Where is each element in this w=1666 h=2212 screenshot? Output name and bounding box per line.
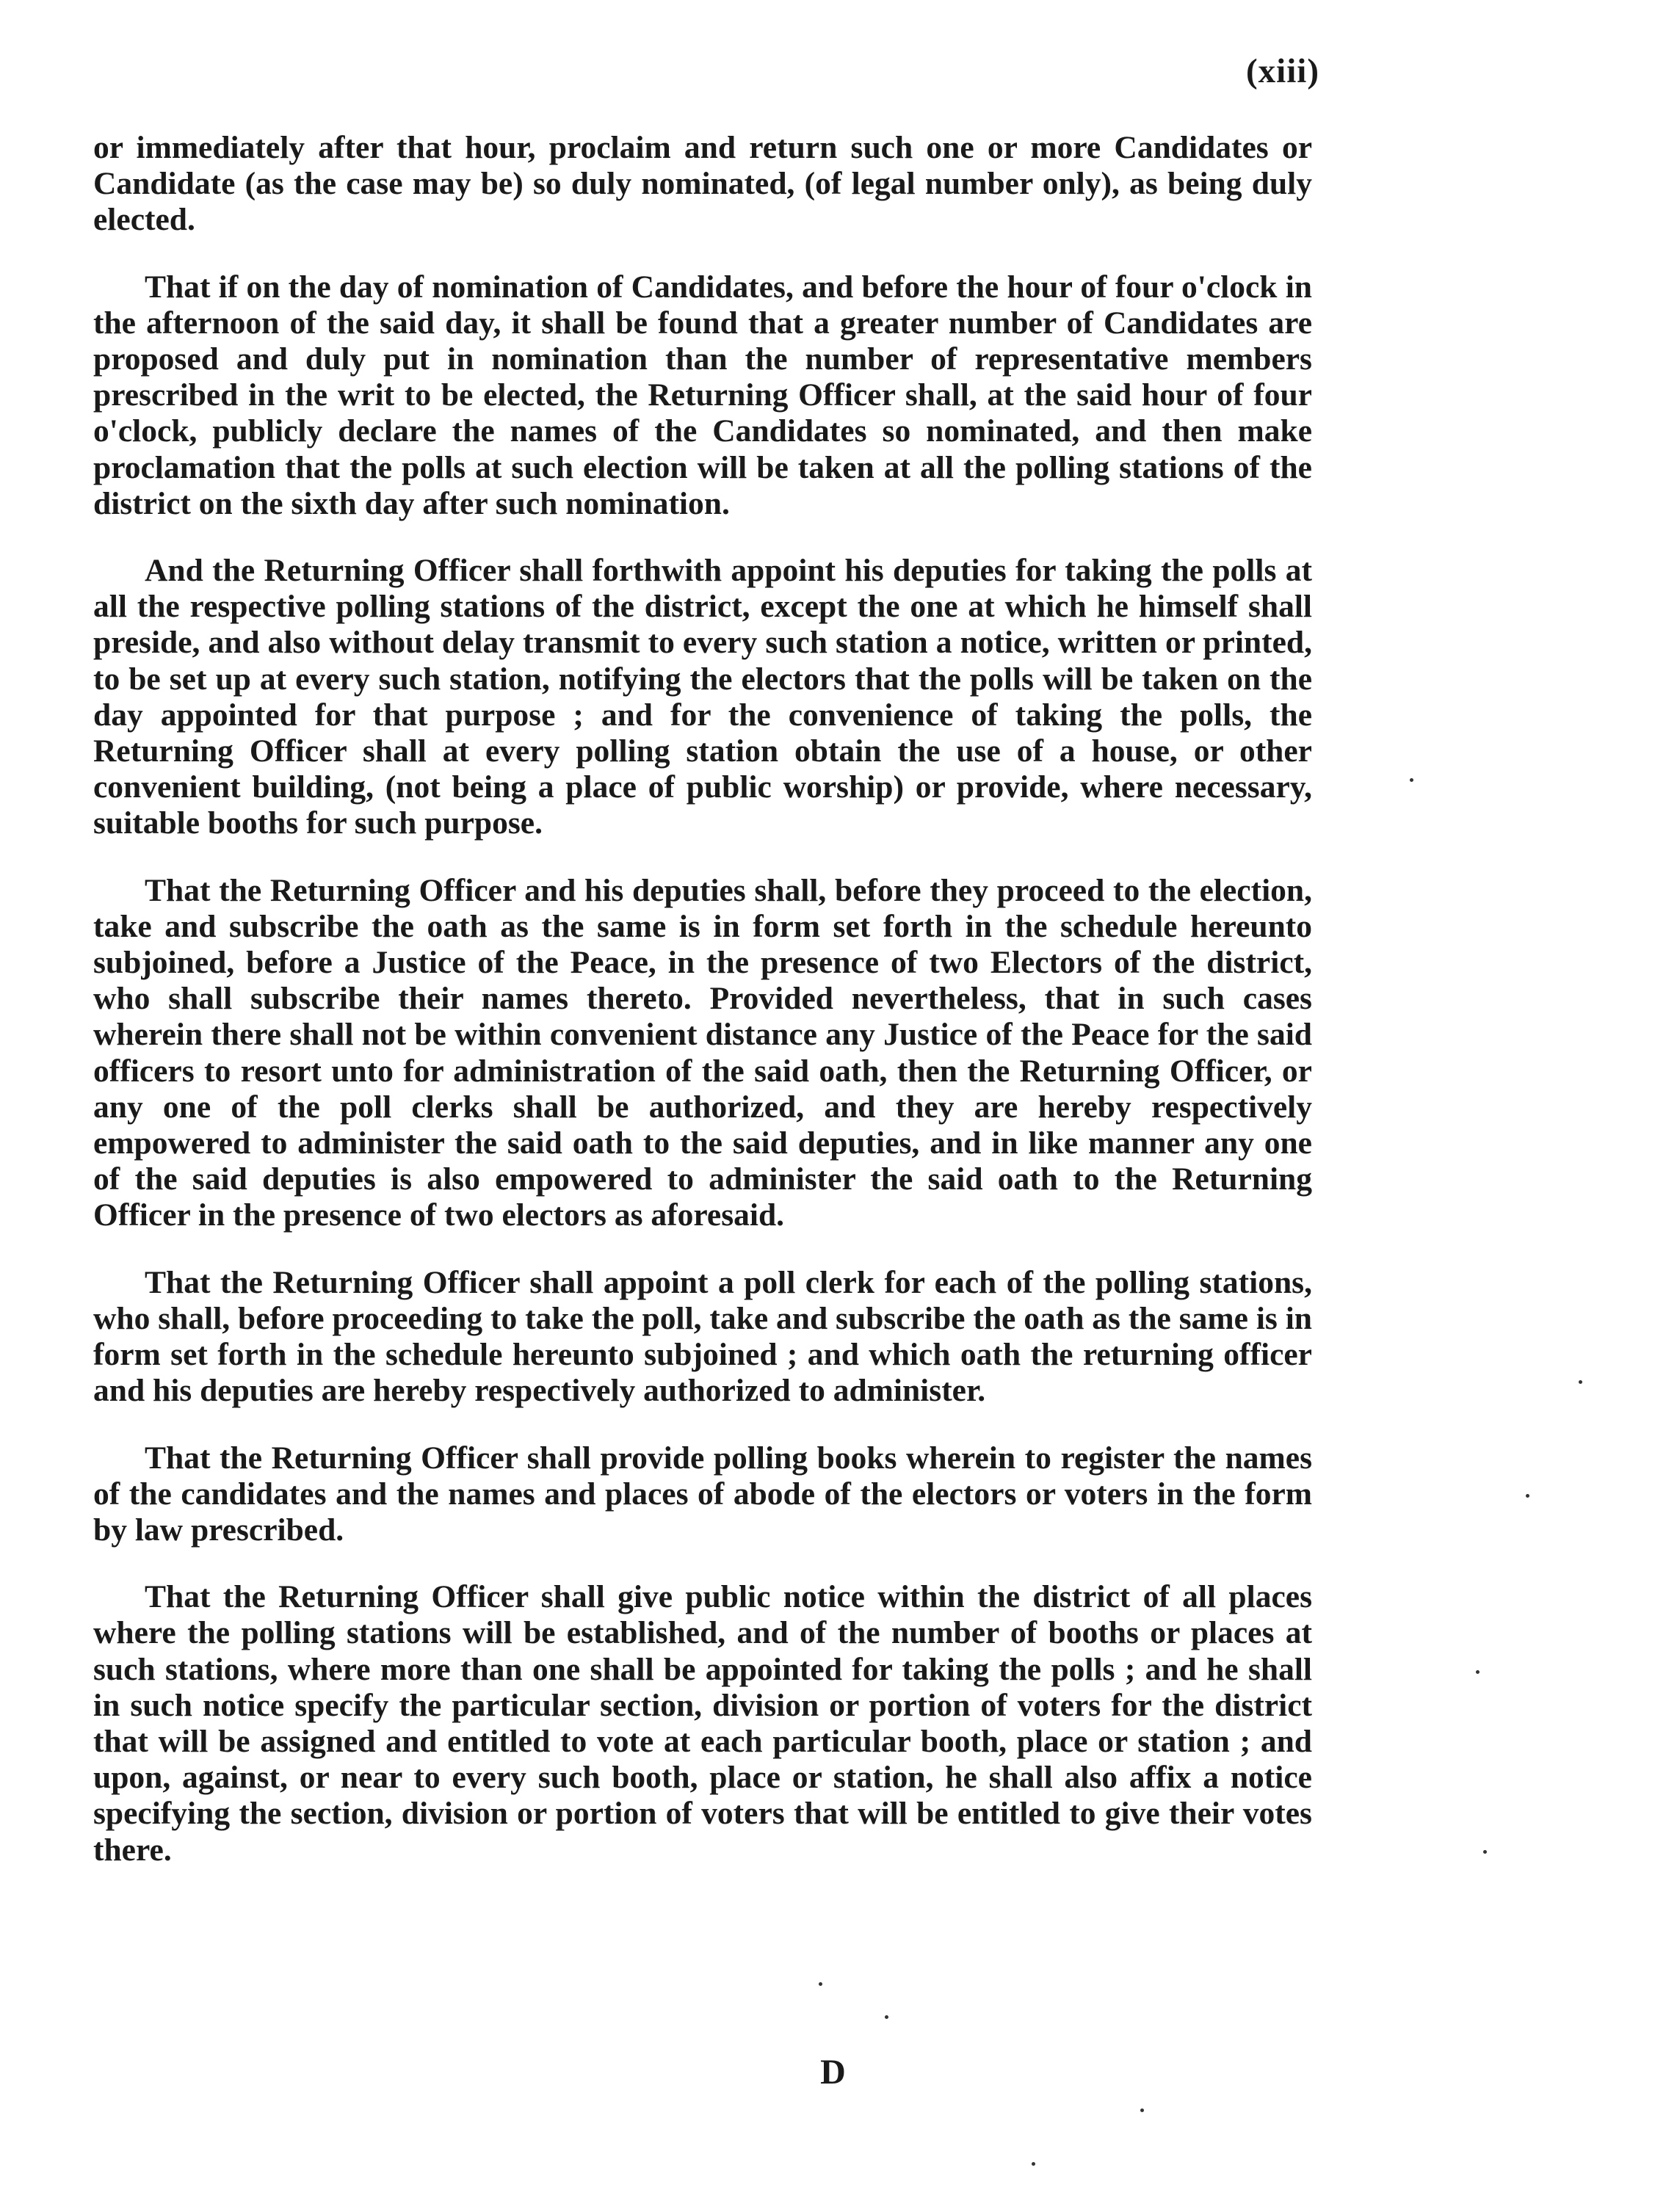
print-speck: [1476, 1670, 1480, 1674]
signature-mark: D: [820, 2053, 846, 2092]
paragraph-deputies: And the Returning Officer shall forthwith appoint his deputies for taking the polls at all the respective polling stations of the district, except the one at which he himself shall preside, and also without delay transmit to every such station a notice, written or printed, to be set up at every such station, notifying the electors that the polls will be taken on the day appointed for that purpose ; and for the convenience of taking the polls, the Returning Officer shall at every polling station obtain the use of a house, or other convenient building, (not being a place of public worship) or provide, where necessary, suitable booths for such purpose.: [93, 553, 1312, 841]
print-speck: [1032, 2162, 1035, 2166]
print-speck: [1483, 1850, 1487, 1854]
print-speck: [1410, 778, 1413, 782]
paragraph-public-notice: That the Returning Officer shall give public notice within the district of all places where the polling stations will be established, and of the number of booths or places at such stations, where more than one shall be appointed for taking the polls ; and he shall in such notice specify the particular section, division or portion of voters for the district that will be assigned and entitled to vote at each particular booth, place or station ; and upon, against, or near to every such booth, place or station, he shall also affix a notice specifying the section, division or portion of voters that will be entitled to give their votes there.: [93, 1579, 1312, 1868]
paragraph-nomination: That if on the day of nomination of Candidates, and before the hour of four o'clock in the afternoon of the said day, it shall be found that a greater number of Candidates are proposed and duly put in nomination than the number of representative members prescribed in the writ to be elected, the Returning Officer shall, at the said hour of four o'clock, publicly declare the names of the Candidates so nominated, and then make proclamation that the polls at such election will be taken at all the polling stations of the district on the sixth day after such nomination.: [93, 269, 1312, 521]
page-number: (xiii): [1246, 52, 1319, 90]
print-speck: [885, 2015, 888, 2019]
paragraph-poll-clerk: That the Returning Officer shall appoint a poll clerk for each of the polling stations, who shall, before proceeding to take the poll, take and subscribe the oath as the same is in form set forth in the schedule hereunto subjoined ; and which oath the returning officer and his deputies are hereby respectively authorized to administer.: [93, 1264, 1312, 1409]
print-speck: [819, 1982, 822, 1986]
print-speck: [1579, 1380, 1582, 1384]
paragraph-polling-books: That the Returning Officer shall provide polling books wherein to register the names of the candidates and the names and places of abode of the electors or voters in the form by law prescribed.: [93, 1440, 1312, 1548]
print-speck: [1526, 1494, 1529, 1498]
body-text: [93, 130, 1312, 1899]
paragraph-continuation: or immediately after that hour, proclaim and return such one or more Candidates or Candidate (as the case may be) so duly nominated, (of legal number only), as being duly elected.: [93, 130, 1312, 238]
print-speck: [1140, 2108, 1144, 2112]
paragraph-oath: That the Returning Officer and his deputies shall, before they proceed to the election, take and subscribe the oath as the same is in form set forth in the schedule hereunto subjoined, before a Justice of the Peace, in the presence of two Electors of the district, who shall subscribe their names thereto. Provided nevertheless, that in such cases wherein there shall not be within convenient distance any Justice of the Peace for the said officers to resort unto for administration of the said oath, then the Returning Officer, or any one of the poll clerks shall be authorized, and they are hereby respectively empowered to administer the said oath to the said deputies, and in like manner any one of the said deputies is also empowered to administer the said oath to the Returning Officer in the presence of two electors as aforesaid.: [93, 872, 1312, 1233]
